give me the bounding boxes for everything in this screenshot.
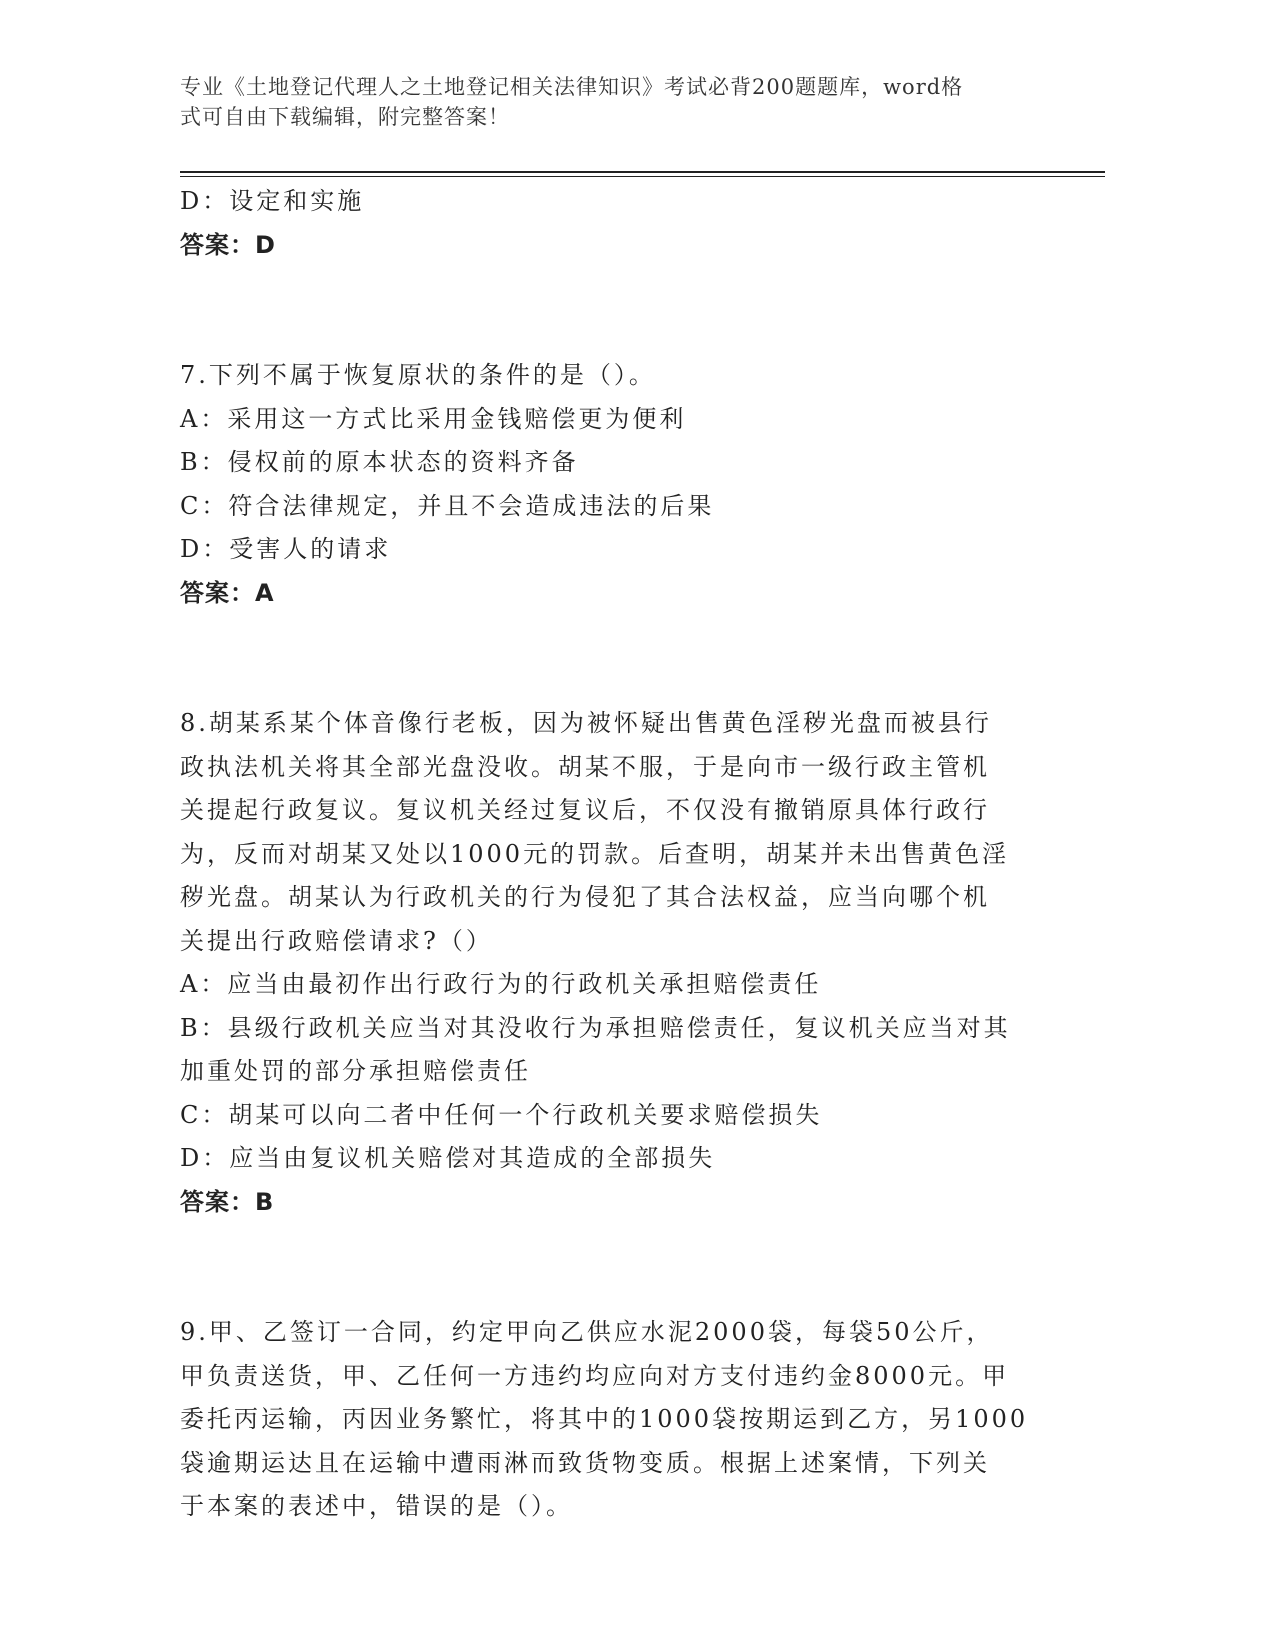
question-line: C：符合法律规定，并且不会造成违法的后果 xyxy=(180,491,715,520)
question-line: 秽光盘。胡某认为行政机关的行为侵犯了其合法权益，应当向哪个机 xyxy=(180,883,990,911)
answer-line: 答案：B xyxy=(180,1187,275,1216)
question-line: 委托丙运输，丙因业务繁忙，将其中的1000袋按期运到乙方，另1000 xyxy=(180,1405,1029,1433)
spacer xyxy=(180,615,1060,659)
answer-line: 答案：D xyxy=(180,230,276,259)
document-header xyxy=(180,72,1040,132)
question-line: B：侵权前的原本状态的资料齐备 xyxy=(180,448,579,476)
question-line: 关提起行政复议。复议机关经过复议后，不仅没有撤销原具体行政行 xyxy=(180,796,990,824)
question-line: 于本案的表述中，错误的是（）。 xyxy=(180,1492,573,1520)
header-divider xyxy=(180,171,1105,173)
question-line: D：设定和实施 xyxy=(180,187,365,215)
question-block xyxy=(180,702,1060,1268)
spacer xyxy=(180,1224,1060,1268)
header-line: 专业《土地登记代理人之土地登记相关法律知识》考试必背200题题库，word格 xyxy=(180,75,964,99)
question-line: 8.胡某系某个体音像行老板，因为被怀疑出售黄色淫秽光盘而被县行 xyxy=(180,709,992,737)
question-line: 7.下列不属于恢复原状的条件的是（）。 xyxy=(180,361,656,389)
question-line: 加重处罚的部分承担赔偿责任 xyxy=(180,1057,531,1085)
question-line: 关提出行政赔偿请求?（） xyxy=(180,926,493,955)
question-line: C：胡某可以向二者中任何一个行政机关要求赔偿损失 xyxy=(180,1100,823,1129)
question-line: 为，反而对胡某又处以1000元的罚款。后查明，胡某并未出售黄色淫 xyxy=(180,839,1010,868)
answer-line: 答案：A xyxy=(180,578,275,607)
question-line: 政执法机关将其全部光盘没收。胡某不服，于是向市一级行政主管机 xyxy=(180,752,990,781)
spacer xyxy=(180,659,1060,703)
question-line: B：县级行政机关应当对其没收行为承担赔偿责任，复议机关应当对其 xyxy=(180,1013,1011,1042)
question-block xyxy=(180,180,1060,311)
question-block xyxy=(180,1311,1060,1529)
question-block xyxy=(180,354,1060,659)
spacer xyxy=(180,1268,1060,1312)
question-line: A：应当由最初作出行政行为的行政机关承担赔偿责任 xyxy=(180,970,822,998)
header-divider-thin xyxy=(180,176,1105,177)
question-line: 9.甲、乙签订一合同，约定甲向乙供应水泥2000袋，每袋50公斤， xyxy=(180,1318,994,1346)
question-line: 甲负责送货，甲、乙任何一方违约均应向对方支付违约金8000元。甲 xyxy=(180,1361,1010,1390)
document-body xyxy=(180,180,1060,1529)
question-line: A：采用这一方式比采用金钱赔偿更为便利 xyxy=(180,404,687,433)
spacer xyxy=(180,267,1060,311)
spacer xyxy=(180,311,1060,355)
question-line: D：受害人的请求 xyxy=(180,535,392,563)
question-line: 袋逾期运达且在运输中遭雨淋而致货物变质。根据上述案情，下列关 xyxy=(180,1448,990,1477)
header-line: 式可自由下载编辑，附完整答案！ xyxy=(180,105,510,129)
question-line: D：应当由复议机关赔偿对其造成的全部损失 xyxy=(180,1144,716,1172)
